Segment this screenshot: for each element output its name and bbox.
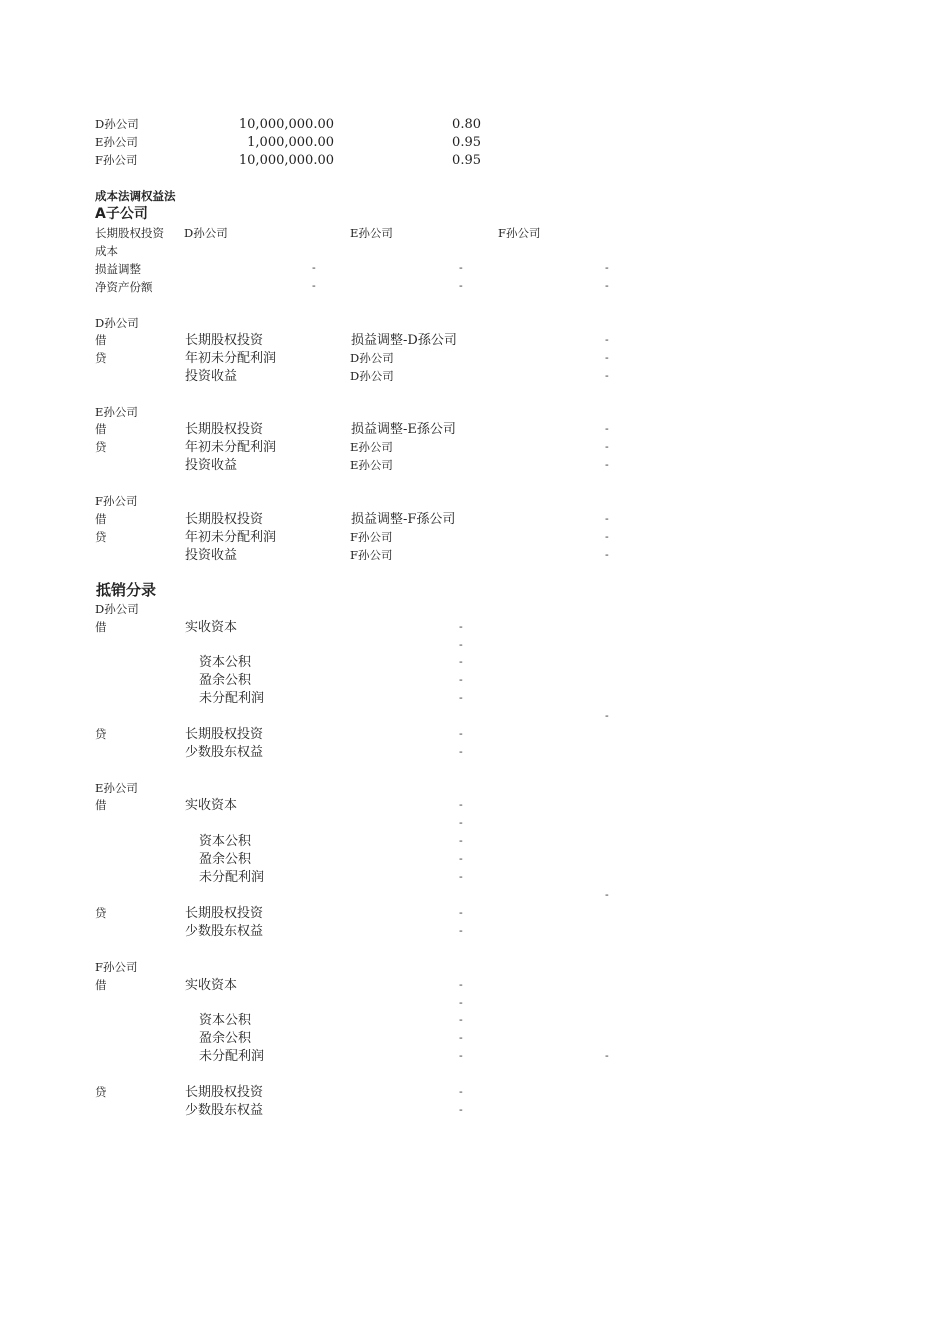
entry-company: E孙公司 <box>95 781 138 795</box>
amount: - <box>605 512 609 525</box>
sub-account: E孙公司 <box>350 440 393 454</box>
account-name: 未分配利润 <box>199 1049 265 1064</box>
account-name: 长期股权投资 <box>185 727 264 742</box>
account-name: 未分配利润 <box>199 870 265 885</box>
company-heading: A子公司 <box>95 206 148 222</box>
entry-company: D孙公司 <box>95 316 139 330</box>
account-name: 未分配利润 <box>199 691 265 706</box>
credit-label: 贷 <box>95 440 107 454</box>
elimination-title: 抵销分录 <box>96 581 157 599</box>
account-name: 投资收益 <box>185 458 238 473</box>
credit-label: 贷 <box>95 351 107 365</box>
sub-account: F孙公司 <box>350 530 393 544</box>
subsidiary-amount: 10,000,000.00 <box>238 117 334 132</box>
sub-account: D孙公司 <box>350 351 394 365</box>
entry-company: E孙公司 <box>95 405 138 419</box>
row-label: 损益调整 <box>95 262 141 276</box>
amount: - <box>459 852 463 865</box>
debit-label: 借 <box>95 978 107 992</box>
debit-label: 借 <box>95 512 107 526</box>
amount: - <box>459 655 463 668</box>
debit-label: 借 <box>95 620 107 634</box>
amount: - <box>459 1013 463 1026</box>
debit-label: 借 <box>95 422 107 436</box>
account-name: 长期股权投资 <box>185 512 264 527</box>
amount: - <box>605 548 609 561</box>
subsidiary-ratio: 0.80 <box>452 117 481 132</box>
amount: - <box>459 816 463 829</box>
amount: - <box>605 1049 609 1062</box>
subsidiary-amount: 1,000,000.00 <box>247 135 334 150</box>
credit-label: 贷 <box>95 530 107 544</box>
cell-value: - <box>459 261 463 274</box>
amount: - <box>459 673 463 686</box>
account-name: 长期股权投资 <box>185 333 264 348</box>
sub-account: F孙公司 <box>350 548 393 562</box>
amount: - <box>459 924 463 937</box>
amount: - <box>459 1049 463 1062</box>
row-label: 净资产份额 <box>95 280 153 294</box>
entry-company: D孙公司 <box>95 602 139 616</box>
debit-label: 借 <box>95 333 107 347</box>
amount: - <box>459 691 463 704</box>
account-name: 投资收益 <box>185 548 238 563</box>
account-name: 实收资本 <box>185 798 238 813</box>
account-name: 盈余公积 <box>199 852 252 867</box>
subsidiary-name: D孙公司 <box>95 117 139 131</box>
account-name: 资本公积 <box>199 834 252 849</box>
row-label: 成本 <box>95 244 118 258</box>
amount: - <box>605 351 609 364</box>
account-name: 实收资本 <box>185 978 238 993</box>
cell-value: - <box>312 279 316 292</box>
amount: - <box>459 745 463 758</box>
amount: - <box>459 1031 463 1044</box>
account-name: 长期股权投资 <box>185 422 264 437</box>
debit-label: 借 <box>95 798 107 812</box>
amount: - <box>605 333 609 346</box>
subsidiary-ratio: 0.95 <box>452 135 481 150</box>
account-name: 年初未分配利润 <box>185 440 277 455</box>
amount: - <box>459 1103 463 1116</box>
subsidiary-name: E孙公司 <box>95 135 138 149</box>
table-header-f: F孙公司 <box>498 226 541 240</box>
amount: - <box>605 709 609 722</box>
subsidiary-amount: 10,000,000.00 <box>238 153 334 168</box>
amount: - <box>605 422 609 435</box>
entry-company: F孙公司 <box>95 494 138 508</box>
account-name: 长期股权投资 <box>185 906 264 921</box>
sub-account: 损益调整-F孫公司 <box>351 512 456 527</box>
sub-account: 损益调整-D孫公司 <box>351 333 457 348</box>
sub-account: 损益调整-E孫公司 <box>351 422 456 437</box>
table-header-e: E孙公司 <box>350 226 393 240</box>
account-name: 少数股东权益 <box>185 745 264 760</box>
amount: - <box>605 458 609 471</box>
account-name: 实收资本 <box>185 620 238 635</box>
amount: - <box>459 727 463 740</box>
entry-company: F孙公司 <box>95 960 138 974</box>
amount: - <box>605 440 609 453</box>
table-header-label: 长期股权投资 <box>95 226 164 240</box>
account-name: 投资收益 <box>185 369 238 384</box>
subsidiary-name: F孙公司 <box>95 153 138 167</box>
amount: - <box>459 996 463 1009</box>
cell-value: - <box>605 261 609 274</box>
account-name: 长期股权投资 <box>185 1085 264 1100</box>
subsidiary-ratio: 0.95 <box>452 153 481 168</box>
amount: - <box>459 906 463 919</box>
amount: - <box>459 638 463 651</box>
amount: - <box>605 369 609 382</box>
amount: - <box>459 834 463 847</box>
cell-value: - <box>312 261 316 274</box>
account-name: 年初未分配利润 <box>185 530 277 545</box>
table-header-d: D孙公司 <box>184 226 228 240</box>
account-name: 资本公积 <box>199 1013 252 1028</box>
sub-account: E孙公司 <box>350 458 393 472</box>
credit-label: 贷 <box>95 1085 107 1099</box>
amount: - <box>605 530 609 543</box>
amount: - <box>459 620 463 633</box>
amount: - <box>605 888 609 901</box>
account-name: 少数股东权益 <box>185 924 264 939</box>
account-name: 年初未分配利润 <box>185 351 277 366</box>
amount: - <box>459 870 463 883</box>
amount: - <box>459 1085 463 1098</box>
amount: - <box>459 798 463 811</box>
sub-account: D孙公司 <box>350 369 394 383</box>
cell-value: - <box>459 279 463 292</box>
cell-value: - <box>605 279 609 292</box>
account-name: 盈余公积 <box>199 673 252 688</box>
credit-label: 贷 <box>95 727 107 741</box>
account-name: 盈余公积 <box>199 1031 252 1046</box>
account-name: 少数股东权益 <box>185 1103 264 1118</box>
account-name: 资本公积 <box>199 655 252 670</box>
credit-label: 贷 <box>95 906 107 920</box>
amount: - <box>459 978 463 991</box>
section-title: 成本法调权益法 <box>95 189 176 203</box>
